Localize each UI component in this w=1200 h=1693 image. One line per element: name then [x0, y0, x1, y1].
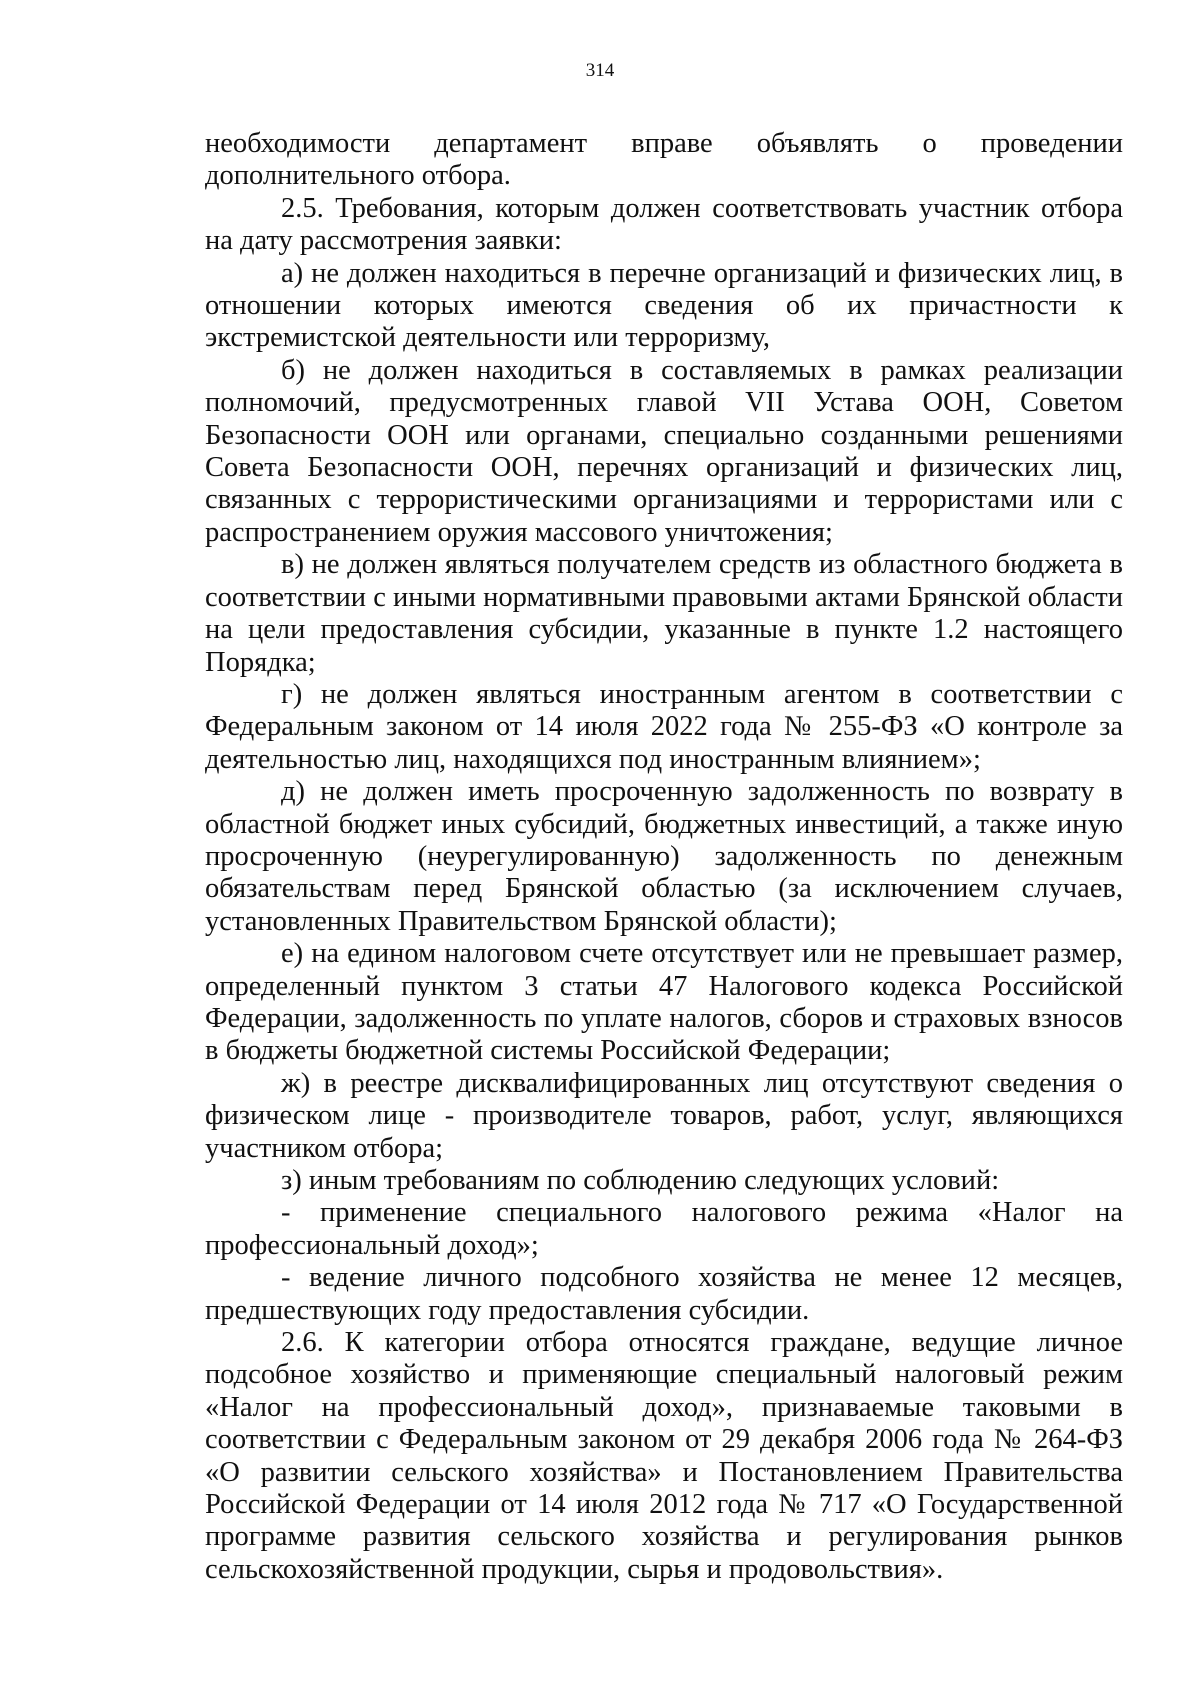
paragraph-2-6: 2.6. К категории отбора относятся граждане, ведущие личное подсобное хозяйство и применяющие специальный налоговый режим «Налог на профессиональный доход», признаваемые таковыми в соответствии с Федеральным законом от 29 декабря 2006 года № 264-ФЗ «О развитии сельского хозяйства» и Постановлением Правительства Российской Федерации от 14 июля 2012 года № 717 «О Государственной программе развития сельского хозяйства и регулирования рынков сельскохозяйственной продукции, сырья и продовольствия». — [205, 1327, 1123, 1585]
paragraph-item-z: з) иным требованиям по соблюдению следующих условий: — [281, 1165, 1000, 1196]
paragraph-dash-2: - ведение личного подсобного хозяйства не менее 12 месяцев, предшествующих году предоставления субсидии. — [205, 1262, 1123, 1326]
paragraph-continuation: необходимости департамент вправе объявлять о проведении дополнительного отбора. — [205, 128, 1123, 192]
paragraph-item-zh: ж) в реестре дисквалифицированных лиц отсутствуют сведения о физическом лице - производителе товаров, работ, услуг, являющихся участником отбора; — [205, 1067, 1123, 1164]
paragraph-item-v: в) не должен являться получателем средств из областного бюджета в соответствии с иными нормативными правовыми актами Брянской области на цели предоставления субсидии, указанные в пункте 1.2 настоящего Порядка; — [205, 549, 1123, 678]
paragraph-item-b: б) не должен находиться в составляемых в рамках реализации полномочий, предусмотренных главой VII Устава ООН, Советом Безопасности ООН или органами, специально созданными решениями Совета Безопасности ООН, перечнях организаций и физических лиц, связанных с террористическими организациями и террористами или с распространением оружия массового уничтожения; — [205, 354, 1123, 548]
paragraph-item-g: г) не должен являться иностранным агентом в соответствии с Федеральным законом от 14 июля 2022 года № 255-ФЗ «О контроле за деятельностью лиц, находящихся под иностранным влиянием»; — [205, 678, 1123, 775]
paragraph-dash-1: - применение специального налогового режима «Налог на профессиональный доход»; — [205, 1197, 1123, 1261]
page-number: 314 — [585, 60, 615, 81]
paragraph-item-a: а) не должен находиться в перечне организаций и физических лиц, в отношении которых имеются сведения об их причастности к экстремистской деятельности или терроризму, — [205, 257, 1123, 354]
paragraph-item-e: е) на едином налоговом счете отсутствует или не превышает размер, определенный пунктом 3 статьи 47 Налогового кодекса Российской Федерации, задолженность по уплате налогов, сборов и страховых взносов в бюджеты бюджетной системы Российской Федерации; — [205, 938, 1123, 1067]
paragraph-2-5: 2.5. Требования, которым должен соответствовать участник отбора на дату рассмотрения заявки: — [205, 192, 1123, 257]
paragraph-item-d: д) не должен иметь просроченную задолженность по возврату в областной бюджет иных субсидий, бюджетных инвестиций, а также иную просроченную (неурегулированную) задолженность по денежным обязательствам перед Брянской областью (за исключением случаев, установленных Правительством Брянской области); — [205, 776, 1123, 937]
document-body — [205, 128, 1123, 1586]
